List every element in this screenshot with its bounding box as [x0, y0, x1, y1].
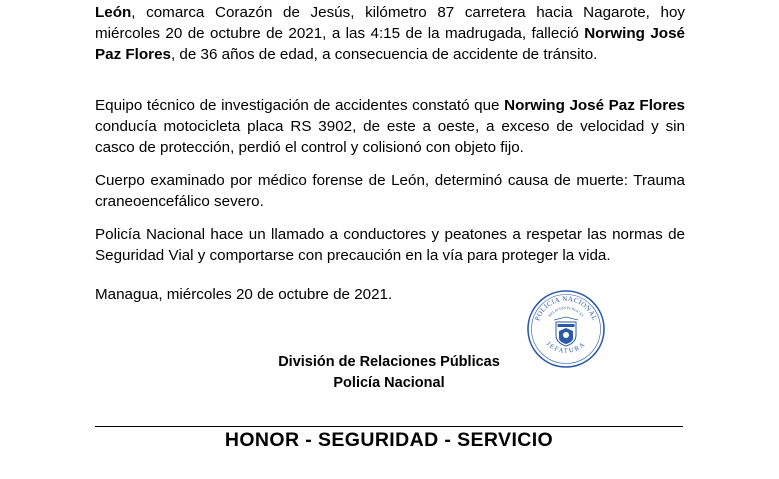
seal-inner-text: RELACION PUBLICAS [547, 305, 585, 318]
signature-organization: Policía Nacional [333, 375, 445, 391]
paragraph-appeal: Policía Nacional hace un llamado a conductores y peatones a respetar las normas de Seguridad Vial y comportarse con precaución en la vía para proteger la vida. [95, 226, 685, 264]
victim-name-bold: Norwing José Paz Flores [504, 97, 685, 114]
motto-footer: HONOR - SEGURIDAD - SERVICIO [224, 429, 554, 451]
paragraph-text: conducía motocicleta placa RS 3902, de este a oeste, a exceso de velocidad y sin casco de protección, perdió el control y colisionó con objeto fijo. [95, 118, 685, 156]
dateline: Managua, miércoles 20 de octubre de 2021. [95, 286, 393, 303]
police-badge-icon [554, 317, 578, 346]
paragraph-incident [95, 2, 685, 65]
location-bold: León [95, 4, 132, 21]
seal-bottom-text: JEFATURA [544, 340, 588, 355]
police-seal-stamp [526, 289, 606, 369]
seal-top-text: POLICIA NACIONAL [533, 294, 599, 322]
paragraph-text: Equipo técnico de investigación de accidentes constató que [95, 97, 505, 114]
signature-block [230, 352, 548, 394]
paragraph-text: , de 36 años de edad, a consecuencia de accidente de tránsito. [170, 46, 598, 63]
paragraph-forensic: Cuerpo examinado por médico forense de León, determinó causa de muerte: Trauma craneoencefálico severo. [95, 172, 685, 210]
victim-name-bold: Norwing José Paz Flores [95, 25, 685, 63]
signature-division: División de Relaciones Públicas [278, 354, 500, 370]
paragraph-investigation [95, 95, 685, 158]
divider-line [95, 426, 683, 427]
paragraph-text: , comarca Corazón de Jesús, kilómetro 87 carretera hacia Nagarote, hoy miércoles 20 de octubre de 2021, a las 4:15 de la madrugada, falleció [95, 4, 685, 42]
